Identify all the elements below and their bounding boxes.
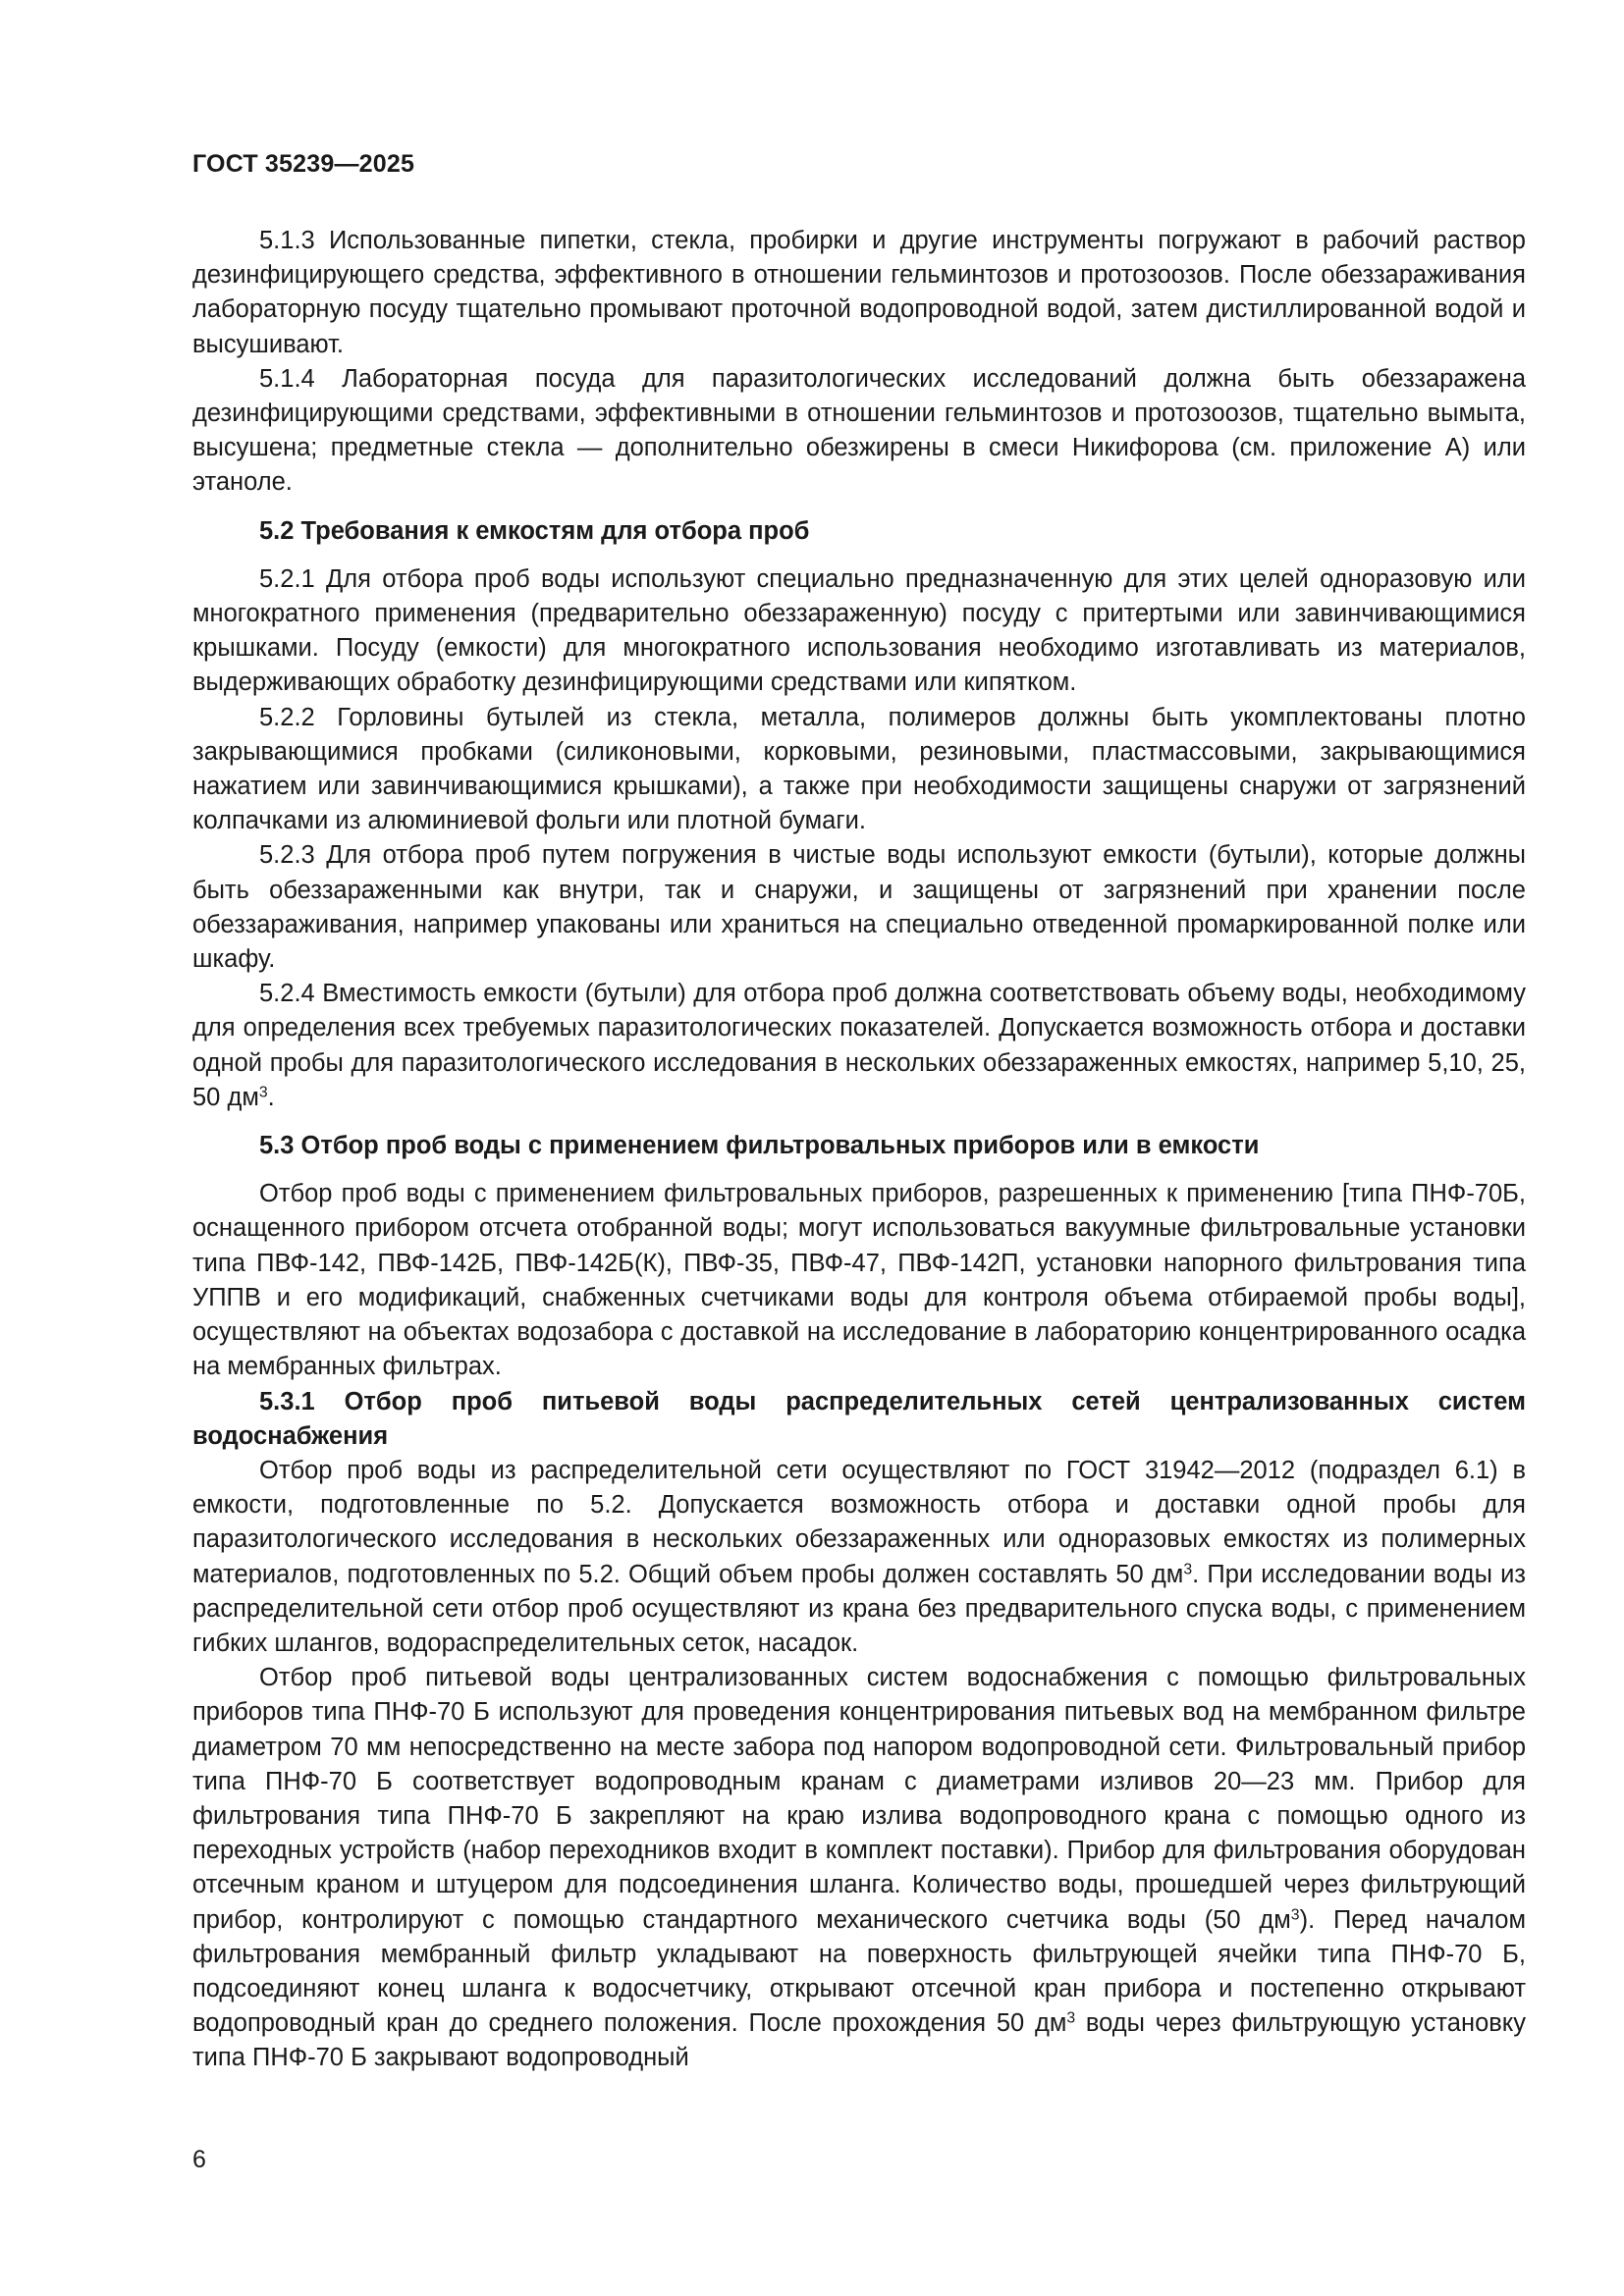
section-heading-5-3: 5.3 Отбор проб воды с применением фильтровальных приборов или в емкости (259, 1132, 1260, 1160)
paragraph-tail: . При исследовании воды из распределительной сети отбор проб осуществляют из крана без предварительного спуска воды, с применением гибких шлангов, водораспределительных сеток, насадок. (192, 1560, 1526, 1657)
paragraph-5-2-2: 5.2.2 Горловины бутылей из стекла, металла, полимеров должны быть укомплектованы плотно закрывающимися пробками (силиконовыми, корковыми, резиновыми, пластмассовыми, закрывающимися нажатием или завинчивающимися крышками), а также при необходимости защищены снаружи от загрязнений колпачками из алюминиевой фольги или плотной бумаги. (192, 703, 1526, 835)
paragraph-5-1-4: 5.1.4 Лабораторная посуда для паразитологических исследований должна быть обеззаражена дезинфицирующими средствами, эффективными в отношении гельминтозов и протозоозов, тщательно вымыта, высушена; предметные стекла — дополнительно обезжирены в смеси Никифорова (см. приложение А) или этаноле. (192, 364, 1526, 497)
paragraph-5-2-4 (192, 977, 1526, 1115)
paragraph-5-2-3: 5.2.3 Для отбора проб путем погружения в чистые воды используют емкости (бутыли), которые должны быть обеззараженными как внутри, так и снаружи, и защищены от загрязнений при хранении после обеззараживания, например упакованы или храниться на специально отведенной промаркированной полке или шкафу. (192, 841, 1526, 974)
page-number: 6 (192, 2146, 206, 2173)
paragraph-tail: . (267, 1083, 275, 1111)
paragraph-5-3-intro: Отбор проб воды с применением фильтровальных приборов, разрешенных к применению [типа ПНФ-70Б, оснащенного прибором отсчета отобранной воды; могут использоваться вакуумные фильтровальные установки типа ПВФ-142, ПВФ-142Б, ПВФ-142Б(К), ПВФ-35, ПВФ-47, ПВФ-142П, установки напорного фильтрования типа УППВ и его модификаций, снабженных счетчиками воды для контроля объема отбираемой пробы воды], осуществляют на объектах водозабора с доставкой на исследование в лабораторию концентрированного осадка на мембранных фильтрах. (192, 1180, 1526, 1381)
superscript: 3 (1290, 1905, 1300, 1923)
document-body (192, 224, 1526, 2076)
paragraph-pnf-70-filtration (192, 1661, 1526, 2075)
subsection-heading-5-3-1: 5.3.1 Отбор проб питьевой воды распределительных сетей централизованных систем водоснабжения (192, 1387, 1526, 1450)
paragraph-5-1-3: 5.1.3 Использованные пипетки, стекла, пробирки и другие инструменты погружают в рабочий раствор дезинфицирующего средства, эффективного в отношении гельминтозов и протозоозов. После обеззараживания лабораторную посуду тщательно промывают проточной водопроводной водой, затем дистиллированной водой и высушивают. (192, 227, 1526, 358)
paragraph-tail: ). Перед началом фильтрования мембранный фильтр укладывают на поверхность фильтрующей ячейки типа ПНФ-70 Б, подсоединяют конец шланга к водосчетчику, открывают отсечной кран прибора и постепенно открывают водопроводный кран до среднего положения. После прохождения 50 дм (192, 1905, 1526, 2038)
paragraph-text: Отбор проб питьевой воды централизованных систем водоснабжения с помощью фильтровальных приборов типа ПНФ-70 Б используют для проведения концентрирования питьевых вод на мембранном фильтре диаметром 70 мм непосредственно на месте забора под напором водопроводной сети. Фильтровальный прибор типа ПНФ-70 Б соответствует водопроводным кранам с диаметрами изливов 20—23 мм. Прибор для фильтрования типа ПНФ-70 Б закрепляют на краю излива водопроводного крана с помощью одного из переходных устройств (набор переходников входит в комплект поставки). Прибор для фильтрования оборудован отсечным краном и штуцером для подсоединения шланга. Количество воды, прошедшей через фильтрующий прибор, контролируют с помощью стандартного механического счетчика воды (50 дм (192, 1664, 1526, 1934)
paragraph-text: Отбор проб воды из распределительной сети осуществляют по ГОСТ 31942—2012 (подраздел 6.1) в емкости, подготовленные по 5.2. Допускается возможность отбора и доставки одной пробы для паразитологического исследования в нескольких обеззараженных или одноразовых емкостях из полимерных материалов, подготовленных по 5.2. Общий объем пробы должен составлять 50 дм (192, 1456, 1526, 1588)
paragraph-distribution-sampling (192, 1454, 1526, 1661)
section-heading-5-2: 5.2 Требования к емкостям для отбора проб (259, 516, 810, 545)
document-header: ГОСТ 35239—2025 (192, 150, 415, 178)
paragraph-text: 5.2.4 Вместимость емкости (бутыли) для отбора проб должна соответствовать объему воды, необходимому для определения всех требуемых паразитологических показателей. Допускается возможность отбора и доставки одной пробы для паразитологического исследования в нескольких обеззараженных емкостях, например 5,10, 25, 50 дм (192, 980, 1526, 1111)
superscript: 3 (1183, 1560, 1193, 1577)
paragraph-tail: воды через фильтрующую установку типа ПНФ-70 Б закрывают водопроводный (192, 2009, 1526, 2072)
superscript: 3 (1066, 2009, 1076, 2027)
superscript: 3 (258, 1084, 268, 1101)
paragraph-5-2-1: 5.2.1 Для отбора проб воды используют специально предназначенную для этих целей одноразовую или многократного применения (предварительно обеззараженную) посуду с притертыми или завинчивающимися крышками. Посуду (емкости) для многократного использования необходимо изготавливать из материалов, выдерживающих обработку дезинфицирующими средствами или кипятком. (192, 564, 1526, 697)
